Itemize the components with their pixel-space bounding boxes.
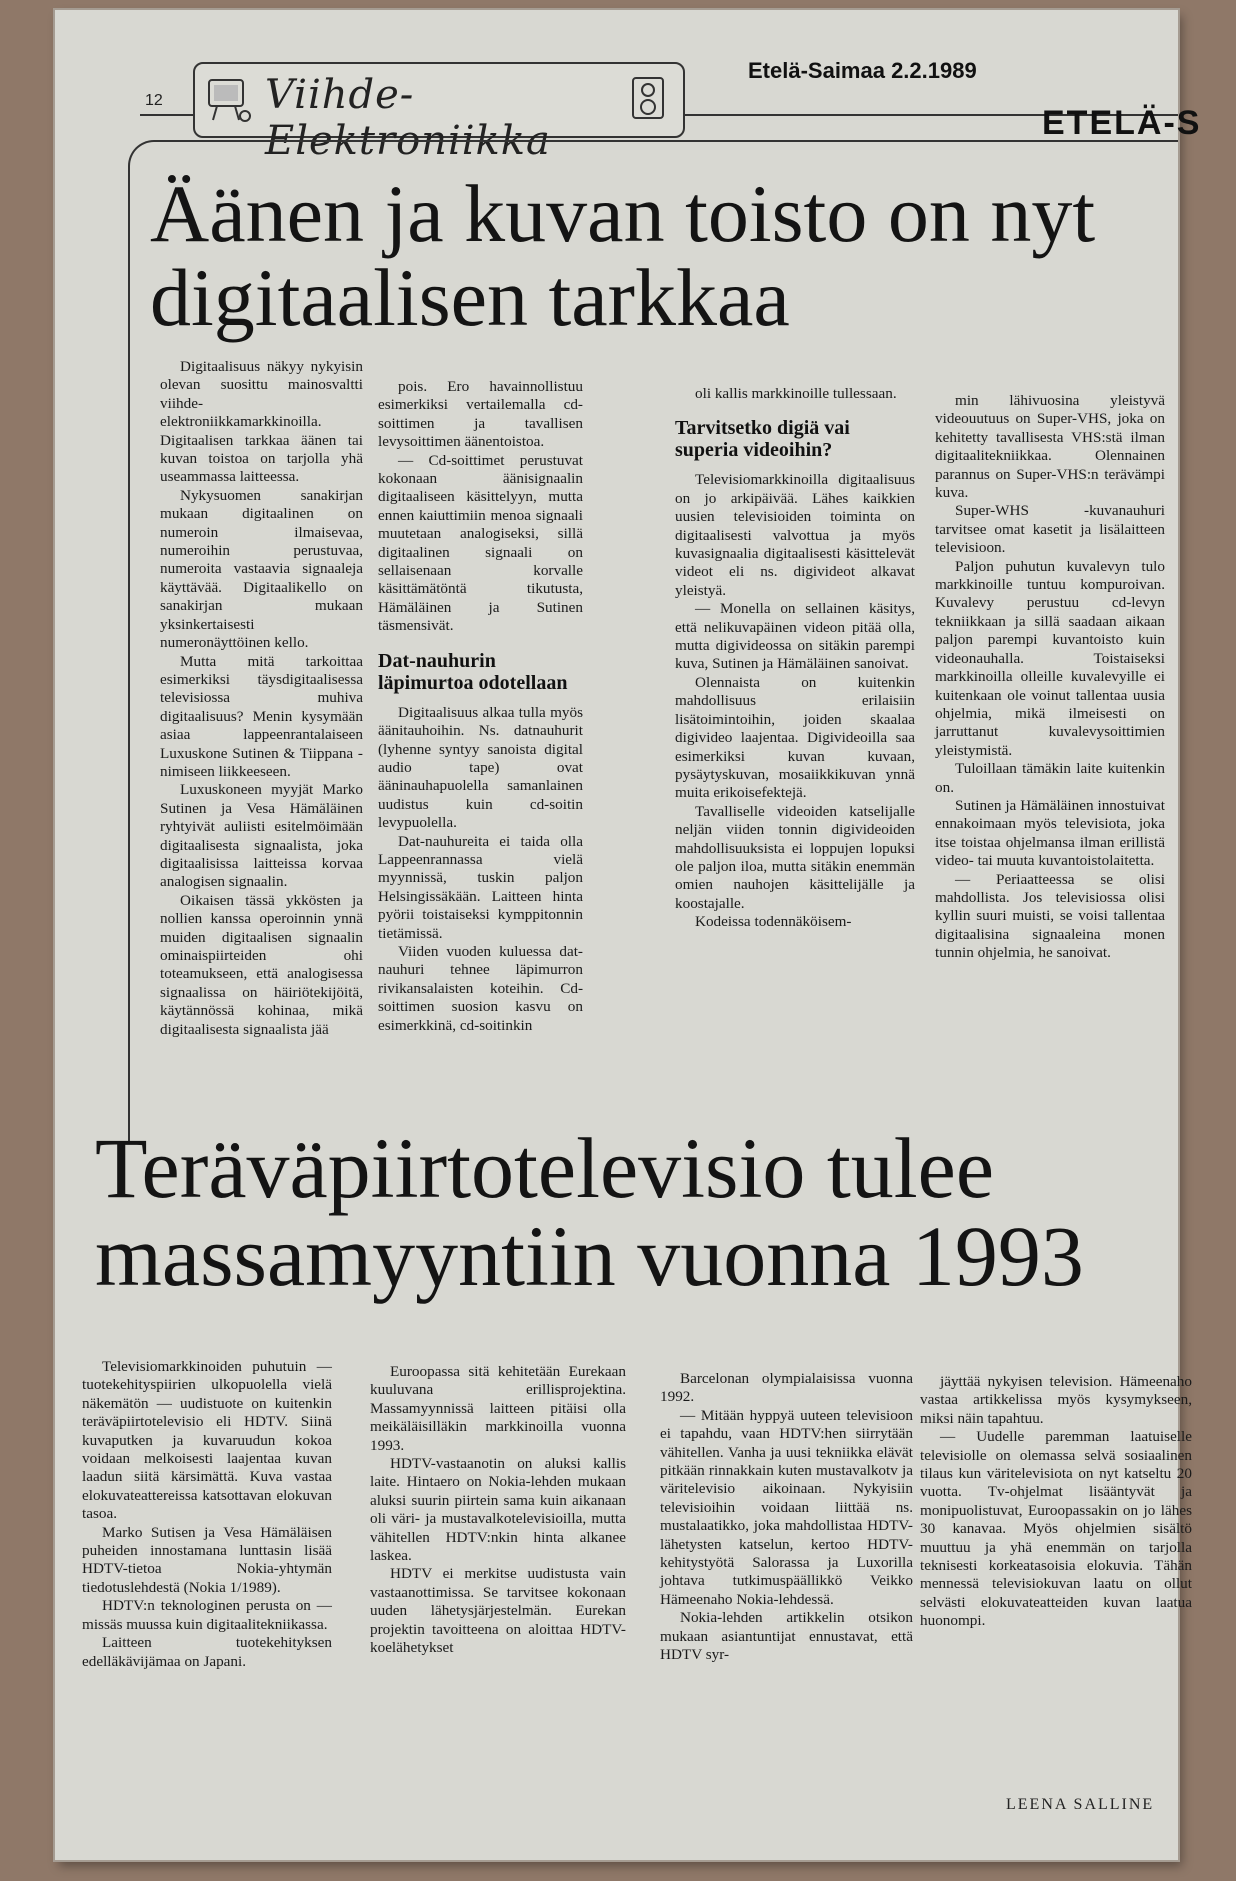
paragraph: Marko Sutisen ja Vesa Hämäläisen puheiden innostamana lunttasin lisää HDTV-tietoa Nokia-yhtymän tiedotuslehdestä (Nokia 1/1989).	[82, 1523, 332, 1596]
paragraph: — Uudelle paremman laatuiselle televisiolle on olemassa selvä sosiaalinen tilaus kun väritelevisiota on nyt katseltu 20 vuotta. Tv-ohjelmat lisääntyvät ja monipuolistuvat, Euroopassakin on jo lähes 30 kanavaa. Myös ohjelmien sisältö muuttuu ja yhä enemmän on tarjolla teknisesti korkeatasoisia elokuvia. Tähän mennessä televisiokuvan laatu on ollut selvästi elokuvateatteiden kuvan laatua huonompi.	[920, 1428, 1192, 1630]
article2-column-3	[660, 1370, 913, 1665]
paragraph: HDTV ei merkitse uudistusta vain vastaanottimissa. Se tarvitsee kokonaan uuden lähetysjärjestelmän. Eurekan projektin tavoitteena on aloittaa HDTV-koelähetykset	[370, 1565, 626, 1657]
article1-column-3	[675, 385, 915, 932]
article2-column-4	[920, 1373, 1192, 1631]
paragraph: — Periaatteessa se olisi mahdollista. Jos televisiossa olisi kyllin suuri muisti, se voisi tallentaa digitaalisina signaaleina monen tunnin ohjelmia, he sanoivat.	[935, 870, 1165, 962]
article-headline: Teräväpiirtotelevisio tulee massamyyntiin vuonna 1993	[95, 1120, 1084, 1304]
paragraph: Dat-nauhureita ei taida olla Lappeenrannassa vielä myynnissä, tuskin paljon Helsingissäkään. Laitteen hinta pyörii toistaiseksi kymppitonnin tietämissä.	[378, 832, 583, 942]
paragraph: Viiden vuoden kuluessa dat-nauhuri tehnee läpimurron rivikansalaisten koteihin. Cd-soittimen suosion kasvu on esimerkkinä, cd-soitinkin	[378, 942, 583, 1034]
paragraph: — Cd-soittimet perustuvat kokonaan äänisignaalin digitaaliseen käsittelyyn, mutta ennen kaiuttimiin menoa signaali muutetaan analogiseksi, sillä digitaalinen signaali on sellaisenaan korvalle käsittämätöntä tikutusta, Hämäläinen ja Sutinen täsmensivät.	[378, 451, 583, 635]
stereo-illustration-icon	[627, 70, 673, 128]
paragraph: — Mitään hyppyä uuteen televisioon ei tapahdu, vaan HDTV:hen siirrytään vähitellen. Vanha ja uusi tekniikka elävät pitkään rinnakkain kuten mustavalkotv ja väritelevisio aikoinaan. Nykyisiin televisioihin voidaan liittää ns. mustalaatikko, joka mahdollistaa HDTV-lähetysten katselun, kertoo HDTV-kehitystyötä Salorassa ja Luxorilla johtava tutkimuspäällikkö Veikko Hämeenaho Nokia-lehdessä.	[660, 1406, 913, 1608]
paragraph: Laitteen tuotekehityksen edelläkävijämaa on Japani.	[82, 1634, 332, 1670]
section-title: Viihde-Elektroniikka	[265, 72, 551, 164]
article-headline: Äänen ja kuvan toisto on nyt digitaalisen tarkkaa	[150, 168, 1096, 343]
paragraph: Olennaista on kuitenkin mahdollisuus erilaisiin lisätoimintoihin, joiden skaalaa digivideo laajentaa. Digivideoilla saa esimerkiksi kuvan kuvaan, pysäytyskuvan, mosaiikkikuvan ynnä muita erikoisefektejä.	[675, 673, 915, 802]
paragraph: Luxuskoneen myyjät Marko Sutinen ja Vesa Hämäläinen ryhtyivät auliisti esitelmöimään digitaalisesta signaalista, joka digitaalisissa laitteissa korvaa analogisen signaalin.	[160, 781, 363, 891]
masthead: ETELÄ-S	[1042, 104, 1202, 142]
paragraph: Nokia-lehden artikkelin otsikon mukaan asiantuntijat ennustavat, että HDTV syr-	[660, 1609, 913, 1664]
byline: LEENA SALLINE	[1006, 1796, 1155, 1813]
subheading: Dat-nauhurin läpimurtoa odotellaan	[378, 649, 568, 694]
paragraph: pois. Ero havainnollistuu esimerkiksi vertailemalla cd-soittimen ja tavallisen levysoittimen äänentoistoa.	[378, 378, 583, 451]
paragraph: jäyttää nykyisen television. Hämeenaho vastaa artikkelissa myös kysymykseen, miksi näin tapahtuu.	[920, 1373, 1192, 1427]
article1-column-2	[378, 378, 583, 1035]
article2-column-2	[370, 1363, 626, 1658]
paragraph: min lähivuosina yleistyvä videouutuus on Super-VHS, joka on kehitetty tavallisesta VHS:stä ilman digitaalitekniikkaa. Olennainen parannus on Super-VHS:n terävämpi kuva.	[935, 392, 1165, 502]
paragraph: Digitaalisuus alkaa tulla myös äänitauhoihin. Ns. datnauhurit (lyhenne syntyy sanoista digital audio tape) ovat ääninauhapuolella samanlainen uudistus kuin cd-soitin levypuolella.	[378, 703, 583, 832]
subheading: Tarvitsetko digiä vai superia videoihin?	[675, 417, 850, 462]
paragraph: Super-WHS -kuvanauhuri tarvitsee omat kasetit ja lisälaitteen televisioon.	[935, 502, 1165, 557]
paragraph: HDTV-vastaanotin on aluksi kallis laite. Hintaero on Nokia-lehden mukaan aluksi suurin piirtein sama kuin aikanaan oli väri- ja mustavalkotelevisioilla, mutta vähitellen HDTV:nkin hinta alkanee laskea.	[370, 1455, 626, 1565]
paragraph: Sutinen ja Hämäläinen innostuivat ennakoimaan myös televisiota, joka itse toistaa ohjelmansa ilman erillistä video- tai muuta kuvantoistolaitetta.	[935, 796, 1165, 870]
article1-column-1	[160, 358, 363, 1039]
tv-illustration-icon	[205, 70, 251, 128]
paragraph: Nykysuomen sanakirjan mukaan digitaalinen on numeroin ilmaisevaa, numeroihin perustuvaa, numeroita vastaavia signaaleja käyttävää. Digitaalikello on sanakirjan mukaan yksinkertaisesti numeronäyttöinen kello.	[160, 486, 363, 652]
paragraph: Digitaalisuus näkyy nykyisin olevan suosittu mainosvaltti viihde-elektroniikkamarkkinoilla. Digitaalisen tarkkaa äänen tai kuvan toistoa on tarjolla yhä useammassa laitteessa.	[160, 358, 363, 486]
page-number: 12	[145, 92, 163, 109]
paragraph: Euroopassa sitä kehitetään Eurekaan kuuluvana erillisprojektina. Massamyynnissä laitteen pitäisi olla meikäläisilläkin markkinoilla vuonna 1993.	[370, 1363, 626, 1454]
paragraph: Kodeissa todennäköisem-	[695, 913, 852, 931]
paragraph: Mutta mitä tarkoittaa esimerkiksi täysdigitaalisessa televisiossa muhiva digitaalisuus? Menin kysymään asiaa lappeenrantalaiseen Luxuskone Sutinen & Tiippana -nimiseen liikkeeseen.	[160, 652, 363, 780]
paragraph: Barcelonan olympialaisissa vuonna 1992.	[660, 1370, 913, 1406]
paragraph: HDTV:n teknologinen perusta on — missäs muussa kuin digitaalitekniikassa.	[82, 1597, 332, 1633]
paragraph: — Monella on sellainen käsitys, että nelikuvapäinen videon pitää olla, mutta digivideossa on sitäkin parempi kuva, Sutinen ja Hämäläinen sanoivat.	[675, 600, 915, 673]
paragraph: Televisiomarkkinoiden puhutuin — tuotekehityspiirien ulkopuolella vielä näkemätön — uudistuote on kuitenkin teräväpiirtotelevisio eli HDTV. Siinä kuvaputken ja kuvaruudun kokoa voidaan melkoisesti laajentaa kuvan laadun siitä kärsimättä. Kuva vastaa elokuvateattereissa katsottavan elokuvan tasoa.	[82, 1358, 332, 1523]
article2-column-1	[82, 1358, 332, 1671]
article1-column-4	[935, 392, 1165, 963]
paragraph: Tavalliselle videoiden katselijalle neljän viiden tonnin digivideoiden mahdollisuuksista ei loppujen lopuksi ole paljon iloa, mutta sitäkin enemmän omien nauhojen käsittelijälle ja koostajalle.	[675, 802, 915, 912]
source-label: Etelä-Saimaa 2.2.1989	[748, 58, 977, 83]
section-banner	[193, 62, 685, 164]
paragraph: Televisiomarkkinoilla digitaalisuus on jo arkipäivää. Lähes kaikkien uusien televisioiden toiminta on digitaalisesti valvottua ja myös kuvasignaalia digitaalisesti käsittelevät videot eli ns. digivideot alkavat yleistyä.	[675, 471, 915, 599]
paragraph: oli kallis markkinoille tullessaan.	[695, 385, 897, 402]
paragraph: Tuloillaan tämäkin laite kuitenkin on.	[935, 760, 1165, 796]
paragraph: Paljon puhutun kuvalevyn tulo markkinoille tuntuu kompuroivan. Kuvalevy perustuu cd-levyn tekniikkaan ja sillä saadaan aikaan paljon parempi kuvantoisto kuin videonauhalla. Toistaiseksi markkinoilla olleille kuvalevyille ei kuitenkaan ole voinut tallentaa uusia ohjelmia, mikä ilmeisesti on jarruttanut kuvalevysoittimien yleistymistä.	[935, 557, 1165, 759]
paragraph: Oikaisen tässä ykkösten ja nollien kanssa operoinnin ynnä muiden digitaalisen signaalin ominaispiirteiden ohi toteamukseen, että analogisessa signaalissa on häiriötekijöitä, käytännössä kohinaa, mikä digitaalisesta signaalista jää	[160, 891, 363, 1038]
